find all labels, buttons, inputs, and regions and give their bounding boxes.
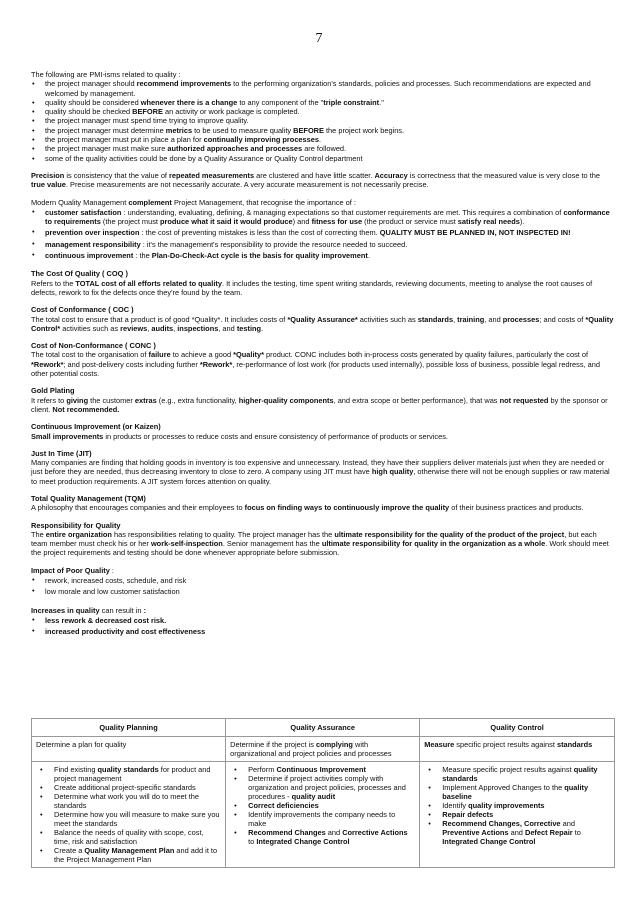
list-item: • Create a Quality Management Plan and add it to the Project Management Plan <box>36 846 221 864</box>
precision-paragraph: Precision is consistency that the value of repeated measurements are clustered and have little scatter. Accuracy is correctness that the measured value is very close to the true value. Precise measurements are not necessarily accurate. A very accurate measurement is not necessarily precise. <box>31 170 600 190</box>
quality-increase-list <box>31 615 615 638</box>
quality-increase-heading: Increases in quality can result in : <box>31 605 147 615</box>
table-cell <box>420 762 615 868</box>
list-item: • less rework & decreased cost risk. <box>31 615 615 626</box>
list-item: • Implement Approved Changes to the quality baseline <box>424 783 610 801</box>
list-item: • Identify quality improvements <box>424 801 610 810</box>
conc-heading: Cost of Non-Conformance ( CONC ) <box>31 341 156 351</box>
tqm-heading: Total Quality Management (TQM) <box>31 493 146 503</box>
list-item: • increased productivity and cost effectiveness <box>31 626 615 637</box>
list-item: • management responsibility : it's the management's responsibility to provide the resource needed to succeed. <box>31 239 615 250</box>
tqm-body: A philosophy that encourages companies and their employees to focus on finding ways to continuously improve the quality of their business practices and products. <box>31 503 584 513</box>
list-item: • the project manager must put in place a plan for continually improving processes. <box>31 135 615 144</box>
list-item: • quality should be considered whenever there is a change to any component of the "triple constraint." <box>31 98 615 107</box>
table-row <box>32 762 615 868</box>
list-item: • Correct deficiencies <box>230 801 415 810</box>
table-row <box>32 737 615 762</box>
list-item: • Balance the needs of quality with scope, cost, time, risk and satisfaction <box>36 828 221 846</box>
table-cell: Determine if the project is complying with organizational and project policies and processes <box>226 737 420 762</box>
list-item: • Perform Continuous Improvement <box>230 765 415 774</box>
jit-body: Many companies are finding that holding goods in inventory is too expensive and unnecessary. Instead, they have their suppliers deliver materials just when they are needed or just before they are needed, thus decreasing inventory to close to zero. A company using JIT must have high quality, otherwise there will not be enough supplies or raw material to meet production requirements. A JIT system forces attention on quality. <box>31 458 610 486</box>
list-item: • rework, increased costs, schedule, and risk <box>31 575 615 586</box>
coq-body: Refers to the TOTAL cost of all efforts related to quality. It includes the testing, time spent writing standards, reviewing documents, meeting to analyse the root causes of defects, rework to fix the defects once they're found by the team. <box>31 278 593 297</box>
list-item: • continuous improvement : the Plan-Do-Check-Act cycle is the basis for quality improvement. <box>31 250 615 261</box>
assurance-activities-list <box>230 765 415 846</box>
table-cell <box>226 762 420 868</box>
planning-activities-list <box>36 765 221 864</box>
list-item: • the project manager must determine metrics to be used to measure quality BEFORE the project work begins. <box>31 126 615 135</box>
column-header: Quality Planning <box>32 719 226 737</box>
kaizen-body: Small improvements in products or processes to reduce costs and ensure consistency of performance of products or services. <box>31 431 448 441</box>
list-item: • prevention over inspection : the cost of preventing mistakes is less than the cost of correcting them. QUALITY MUST BE PLANNED IN, NOT INSPECTED IN! <box>31 227 615 238</box>
gold-plating-heading: Gold Plating <box>31 386 75 396</box>
pmi-intro: The following are PMI-isms related to quality : <box>31 70 181 79</box>
list-item: • Find existing quality standards for product and project management <box>36 765 221 783</box>
quality-process-table <box>31 718 615 868</box>
coc-heading: Cost of Conformance ( COC ) <box>31 305 134 315</box>
modern-qm-intro: Modern Quality Management complement Project Management, that recognise the importance of : <box>31 197 356 207</box>
list-item: • Determine how you will measure to make sure you meet the standards <box>36 810 221 828</box>
coq-heading: The Cost Of Quality ( COQ ) <box>31 269 128 279</box>
table-cell: Determine a plan for quality <box>32 737 226 762</box>
list-item: • Repair defects <box>424 810 610 819</box>
poor-quality-heading: Impact of Poor Quality : <box>31 565 114 575</box>
list-item: • Recommend Changes, Corrective and Preventive Actions and Defect Repair to Integrated Change Control <box>424 819 610 846</box>
list-item: • Recommend Changes and Corrective Actions to Integrated Change Control <box>230 828 415 846</box>
list-item: • Create additional project-specific standards <box>36 783 221 792</box>
poor-quality-list <box>31 575 615 598</box>
list-item: • the project manager must spend time trying to improve quality. <box>31 116 615 125</box>
responsibility-body: The entire organization has responsibilities relating to quality. The project manager has the ultimate responsibility for the quality of the product of the project, but each team member must check his or her work-self-inspection. Senior management has the ultimate responsibility for quality in the organization as a whole. Work should meet the project requirements and testing should be done whenever appropriate before submission. <box>31 529 609 558</box>
gold-plating-body: It refers to giving the customer extras (e.g., extra functionality, higher-quality components, and extra scope or better performance), that was not requested by the sponsor or client. Not recommended. <box>31 395 608 414</box>
column-header: Quality Assurance <box>226 719 420 737</box>
list-item: • low morale and low customer satisfaction <box>31 586 615 597</box>
list-item: • Determine if project activities comply with organization and project policies, processes and procedures - quality audit <box>230 774 415 801</box>
page-number: 7 <box>315 31 323 46</box>
list-item: • some of the quality activities could be done by a Quality Assurance or Quality Control department <box>31 154 615 163</box>
list-item: • Identify improvements the company needs to make <box>230 810 415 828</box>
coc-body: The total cost to ensure that a product is of good *Quality*. It includes costs of *Quality Assurance* activities such as standards, training, and processes; and costs of *Quality Control* activities such as reviews, audits, inspections, and testing. <box>31 314 614 333</box>
list-item: • Determine what work you will do to meet the standards <box>36 792 221 810</box>
conc-body: The total cost to the organisation of failure to achieve a good *Quality* product. CONC includes both in-process costs generated by quality failures, particularly the cost of *Rework*; and post-delivery costs including further *Rework*, re-performance of lost work (for products used internally), possible loss of business, possible legal redress, and other potential costs. <box>31 350 600 379</box>
control-activities-list <box>424 765 610 846</box>
responsibility-heading: Responsibility for Quality <box>31 520 121 530</box>
column-header: Quality Control <box>420 719 615 737</box>
kaizen-heading: Continuous Improvement (or Kaizen) <box>31 422 161 432</box>
list-item: • the project manager should recommend improvements to the performing organization's standards, policies and processes. Such recommendations are expected and welcomed by management. <box>31 79 615 98</box>
list-item: • Measure specific project results against quality standards <box>424 765 610 783</box>
table-header-row <box>32 719 615 737</box>
list-item: • customer satisfaction : understanding, evaluating, defining, & managing expectations so that customer requirements are met. This requires a combination of conformance to requirements (the project must produce what it said it would produce) and fitness for use (the product or service must satisfy real needs). <box>31 207 615 228</box>
pmi-list <box>31 79 615 163</box>
jit-heading: Just In Time (JIT) <box>31 448 92 458</box>
document-body <box>31 70 615 638</box>
list-item: • quality should be checked BEFORE an activity or work package is completed. <box>31 107 615 116</box>
list-item: • the project manager must make sure authorized approaches and processes are followed. <box>31 144 615 153</box>
table-cell <box>32 762 226 868</box>
modern-qm-list <box>31 207 615 261</box>
table-cell: Measure specific project results against standards <box>420 737 615 762</box>
